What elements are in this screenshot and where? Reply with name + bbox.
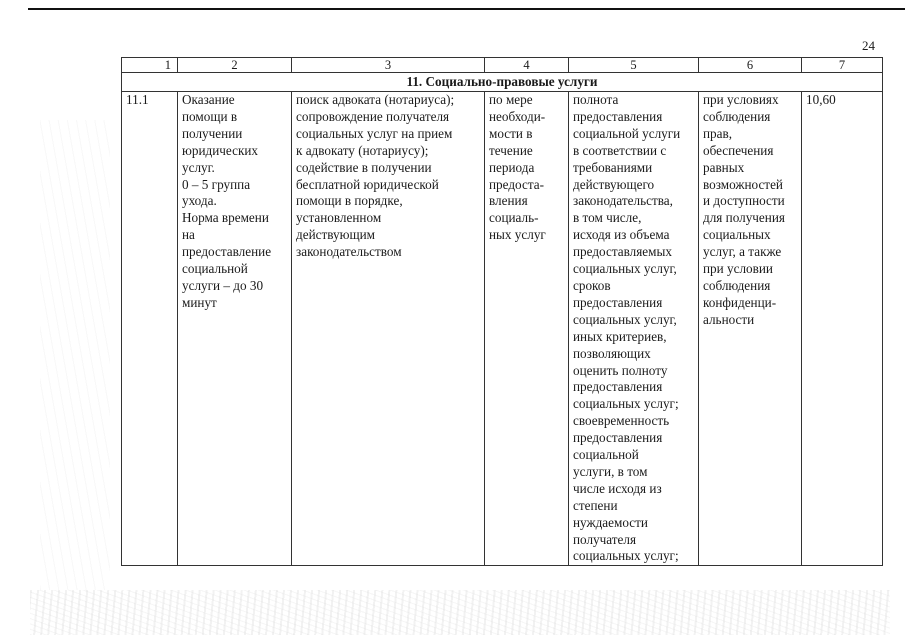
column-number-7: 7 <box>802 58 883 73</box>
service-number <box>122 92 178 566</box>
service-name-cell: Оказание помощи в получении юридических услуг. 0 – 5 группа ухода. Норма времени на предоставление социальной услуги – до 30 минут <box>178 92 292 566</box>
section-title: 11. Социально-правовые услуги <box>122 73 883 92</box>
column-number-3: 3 <box>292 58 485 73</box>
scan-noise-left <box>40 120 110 590</box>
service-content-cell: поиск адвоката (нотариуса); сопровождение получателя социальных услуг на прием к адвокату (нотариусу); содействие в получении бесплатной юридической помощи в порядке, установленном действующим законодательством <box>292 92 485 566</box>
scan-noise-bottom <box>30 590 890 635</box>
column-number-2: 2 <box>178 58 292 73</box>
section-row <box>122 73 883 92</box>
service-number-text: 11.1 <box>126 92 149 107</box>
column-number-row <box>122 58 883 73</box>
column-number-5: 5 <box>569 58 699 73</box>
conditions-cell: при условиях соблюдения прав, обеспечения равных возможностей и доступности для получения социальных услуг, а также при условии соблюдения конфиденци- альности <box>699 92 802 566</box>
table-row <box>122 92 883 566</box>
tariff-value: 10,60 <box>806 92 836 107</box>
column-number-6: 6 <box>699 58 802 73</box>
quality-indicators-cell: полнота предоставления социальной услуги в соответствии с требованиями действующего законодательства, в том числе, исходя из объема предоставляемых социальных услуг, сроков предоставления социальных услуг, иных критериев, позволяющих оценить полноту предоставления социальных услуг; своевременность предоставления социальной услуги, в том числе исходя из степени нуждаемости получателя социальных услуг; <box>569 92 699 566</box>
top-border-line <box>28 8 905 10</box>
page-number: 24 <box>862 38 875 53</box>
services-table <box>121 57 883 566</box>
service-period-cell: по мере необходи- мости в течение периода предоста- вления социаль- ных услуг <box>485 92 569 566</box>
tariff-cell <box>802 92 883 566</box>
column-number-1: 1 <box>122 58 178 73</box>
column-number-4: 4 <box>485 58 569 73</box>
